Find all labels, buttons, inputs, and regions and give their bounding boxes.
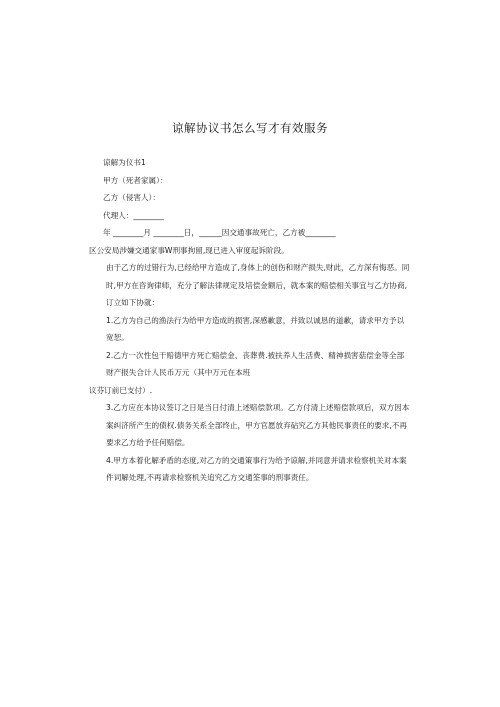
- doc-heading: 谅解为仪书1: [103, 158, 146, 167]
- clause-2-continued: 议芬订前巳支付）.: [89, 385, 153, 395]
- agent-label: 代理人：________: [103, 210, 164, 220]
- document-body: [89, 154, 411, 487]
- detention-line: 区公安局涉嫌交通家事W刑事拘留,现已进入审度起诉阶段。: [89, 245, 289, 255]
- clause-2: 2.乙方一次性包干赔德甲方死亡赔偿金、丧葬费.被扶养人生活费、精神损害菇偿金等全部财产报失合计人民币万元（其中万元在本班: [106, 350, 405, 377]
- party-b-label: 乙方（侵害人）：: [103, 193, 160, 202]
- date-line: 年 ________月 ________日，______因交通事故死亡，乙方被________: [103, 228, 336, 237]
- paragraph-intro: 由于乙方的过错行为,已经给甲方造成了,身体上的创伤和财产损失,财此，乙方深有悔恶。同时,甲方在咨询律师，充分了解法律规定及培偿金额后，就本案的赔偿相关事宜与乙方协商,订立如下协就：: [106, 263, 410, 307]
- clause-3: 3.乙方应在本协议签订之日是当日付清上述赔偿款项。乙方付清上述赔偿款项后，双方因本案纠济所产生的债权.债务关系全部终止，甲方官愿放弃砧究乙方其他民事责任的要求,不再要求乙方给予任何赔偿。: [106, 403, 410, 447]
- clause-4: 4.甲方本着化解矛盾的态度,对乙方的交通策事行为给予谅解,并同意并请求检察机关对本案件词解处理,不再请求检察机关追究乙方交通筌事的刑事责任。: [106, 455, 407, 482]
- clause-1: 1.乙方为自己的渔法行为给甲方造成的损害,深感歉意，并致以诚恳的道歉，请求甲方予以宽恕。: [106, 315, 405, 342]
- document-title: 谅解协议书怎么写才有效服务: [172, 121, 328, 135]
- party-a-label: 甲方（死者家属）：: [103, 175, 168, 185]
